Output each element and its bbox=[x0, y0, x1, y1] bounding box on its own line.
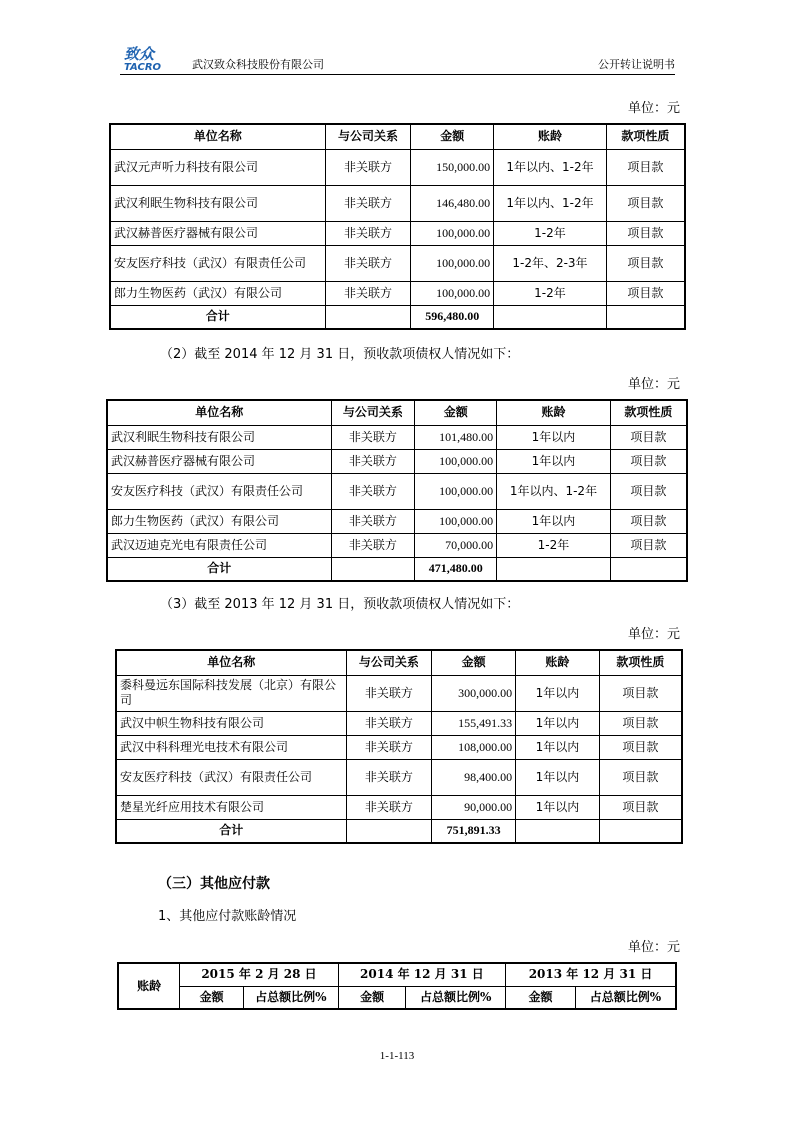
total-row bbox=[116, 819, 682, 843]
cell-nature: 项目款 bbox=[599, 675, 682, 711]
cell-relation: 非关联方 bbox=[325, 281, 411, 305]
total-label: 合计 bbox=[107, 557, 331, 581]
cell-name: 武汉赫普医疗器械有限公司 bbox=[110, 221, 325, 245]
col-header-nature: 款项性质 bbox=[606, 124, 685, 149]
receivables-table-2013 bbox=[115, 649, 683, 844]
paragraph-2013: （3）截至 2013 年 12 月 31 日，预收款项债权人情况如下： bbox=[160, 597, 520, 612]
cell-name: 武汉利眠生物科技有限公司 bbox=[107, 425, 331, 449]
unit-label: 单位：元 bbox=[628, 940, 681, 955]
cell-amount: 98,400.00 bbox=[432, 759, 516, 795]
cell-nature: 项目款 bbox=[599, 759, 682, 795]
other-payables-aging-table bbox=[117, 962, 677, 1010]
table-row bbox=[110, 149, 685, 185]
cell-nature: 项目款 bbox=[606, 149, 685, 185]
sub-title: 1、其他应付款账龄情况 bbox=[158, 909, 297, 924]
sub-header-amount: 金额 bbox=[506, 986, 576, 1009]
total-row bbox=[107, 557, 687, 581]
period-header-2015: 2015 年 2 月 28 日 bbox=[180, 963, 338, 986]
cell-age: 1年以内、1-2年 bbox=[494, 185, 607, 221]
unit-label: 单位：元 bbox=[628, 101, 681, 116]
total-amount: 596,480.00 bbox=[411, 305, 494, 329]
total-amount: 751,891.33 bbox=[432, 819, 516, 843]
period-header-2014: 2014 年 12 月 31 日 bbox=[338, 963, 505, 986]
cell-name: 郎力生物医药（武汉）有限公司 bbox=[110, 281, 325, 305]
total-amount: 471,480.00 bbox=[415, 557, 497, 581]
cell-relation: 非关联方 bbox=[346, 711, 432, 735]
total-label: 合计 bbox=[116, 819, 346, 843]
cell-relation: 非关联方 bbox=[331, 533, 415, 557]
empty-cell bbox=[497, 557, 611, 581]
cell-relation: 非关联方 bbox=[331, 449, 415, 473]
cell-age: 1-2年 bbox=[494, 221, 607, 245]
col-header-relation: 与公司关系 bbox=[346, 650, 432, 675]
cell-nature: 项目款 bbox=[606, 185, 685, 221]
table-row bbox=[107, 473, 687, 509]
col-header-amount: 金额 bbox=[411, 124, 494, 149]
col-header-age: 账龄 bbox=[516, 650, 600, 675]
cell-age: 1年以内 bbox=[516, 735, 600, 759]
col-header-nature: 款项性质 bbox=[599, 650, 682, 675]
receivables-table-2015 bbox=[109, 123, 686, 330]
page-header bbox=[120, 44, 675, 75]
cell-age: 1年以内 bbox=[516, 675, 600, 711]
sub-header-ratio: 占总额比例% bbox=[575, 986, 676, 1009]
cell-amount: 100,000.00 bbox=[411, 221, 494, 245]
cell-age: 1-2年、2-3年 bbox=[494, 245, 607, 281]
cell-amount: 100,000.00 bbox=[415, 509, 497, 533]
sub-header-ratio: 占总额比例% bbox=[406, 986, 506, 1009]
cell-name: 武汉迈迪克光电有限责任公司 bbox=[107, 533, 331, 557]
cell-age: 1年以内 bbox=[497, 449, 611, 473]
col-header-name: 单位名称 bbox=[116, 650, 346, 675]
cell-name: 楚星光纤应用技术有限公司 bbox=[116, 795, 346, 819]
cell-relation: 非关联方 bbox=[331, 473, 415, 509]
table-row bbox=[116, 711, 682, 735]
cell-amount: 300,000.00 bbox=[432, 675, 516, 711]
col-header-age: 账龄 bbox=[497, 400, 611, 425]
unit-label: 单位：元 bbox=[628, 627, 681, 642]
col-header-amount: 金额 bbox=[415, 400, 497, 425]
cell-nature: 项目款 bbox=[610, 533, 687, 557]
col-header-relation: 与公司关系 bbox=[325, 124, 411, 149]
table-row bbox=[110, 245, 685, 281]
table-row bbox=[107, 533, 687, 557]
cell-nature: 项目款 bbox=[606, 281, 685, 305]
cell-relation: 非关联方 bbox=[325, 245, 411, 281]
cell-relation: 非关联方 bbox=[346, 675, 432, 711]
table-row bbox=[116, 795, 682, 819]
cell-amount: 100,000.00 bbox=[411, 281, 494, 305]
cell-relation: 非关联方 bbox=[331, 425, 415, 449]
logo-cn: 致众 bbox=[124, 45, 155, 63]
period-header-2013: 2013 年 12 月 31 日 bbox=[506, 963, 676, 986]
col-header-amount: 金额 bbox=[432, 650, 516, 675]
empty-cell bbox=[346, 819, 432, 843]
cell-nature: 项目款 bbox=[610, 425, 687, 449]
cell-name: 安友医疗科技（武汉）有限责任公司 bbox=[107, 473, 331, 509]
table-row bbox=[110, 221, 685, 245]
empty-cell bbox=[606, 305, 685, 329]
cell-age: 1年以内 bbox=[497, 425, 611, 449]
cell-name: 武汉利眠生物科技有限公司 bbox=[110, 185, 325, 221]
cell-relation: 非关联方 bbox=[325, 149, 411, 185]
col-header-relation: 与公司关系 bbox=[331, 400, 415, 425]
cell-relation: 非关联方 bbox=[325, 185, 411, 221]
col-header-nature: 款项性质 bbox=[610, 400, 687, 425]
section-title: （三）其他应付款 bbox=[158, 876, 270, 892]
cell-age: 1-2年 bbox=[494, 281, 607, 305]
empty-cell bbox=[494, 305, 607, 329]
empty-cell bbox=[331, 557, 415, 581]
receivables-table-2014 bbox=[106, 399, 688, 582]
cell-nature: 项目款 bbox=[599, 795, 682, 819]
cell-nature: 项目款 bbox=[606, 245, 685, 281]
col-header-aging: 账龄 bbox=[118, 963, 180, 1009]
table-row bbox=[107, 425, 687, 449]
cell-amount: 150,000.00 bbox=[411, 149, 494, 185]
cell-amount: 100,000.00 bbox=[411, 245, 494, 281]
cell-nature: 项目款 bbox=[599, 735, 682, 759]
page-number: 1-1-113 bbox=[379, 1050, 415, 1062]
sub-header-ratio: 占总额比例% bbox=[244, 986, 339, 1009]
total-row bbox=[110, 305, 685, 329]
company-name: 武汉致众科技股份有限公司 bbox=[192, 58, 324, 71]
cell-age: 1年以内 bbox=[497, 509, 611, 533]
cell-name: 武汉中科科理光电技术有限公司 bbox=[116, 735, 346, 759]
sub-header-amount: 金额 bbox=[338, 986, 406, 1009]
table-row bbox=[116, 735, 682, 759]
cell-name: 武汉元声听力科技有限公司 bbox=[110, 149, 325, 185]
company-logo bbox=[120, 44, 184, 72]
cell-amount: 100,000.00 bbox=[415, 449, 497, 473]
cell-name: 郎力生物医药（武汉）有限公司 bbox=[107, 509, 331, 533]
cell-name: 武汉赫普医疗器械有限公司 bbox=[107, 449, 331, 473]
cell-amount: 101,480.00 bbox=[415, 425, 497, 449]
sub-header-amount: 金额 bbox=[180, 986, 244, 1009]
cell-name: 安友医疗科技（武汉）有限责任公司 bbox=[116, 759, 346, 795]
cell-name: 黍科曼远东国际科技发展（北京）有限公司 bbox=[116, 675, 346, 711]
unit-label: 单位：元 bbox=[628, 377, 681, 392]
table-row bbox=[110, 281, 685, 305]
cell-age: 1-2年 bbox=[497, 533, 611, 557]
logo-en: TACRO bbox=[124, 62, 162, 72]
cell-age: 1年以内 bbox=[516, 759, 600, 795]
cell-age: 1年以内 bbox=[516, 795, 600, 819]
cell-relation: 非关联方 bbox=[346, 795, 432, 819]
document-title: 公开转让说明书 bbox=[598, 58, 675, 71]
cell-amount: 146,480.00 bbox=[411, 185, 494, 221]
empty-cell bbox=[599, 819, 682, 843]
cell-amount: 108,000.00 bbox=[432, 735, 516, 759]
col-header-name: 单位名称 bbox=[107, 400, 331, 425]
col-header-name: 单位名称 bbox=[110, 124, 325, 149]
cell-age: 1年以内 bbox=[516, 711, 600, 735]
cell-amount: 100,000.00 bbox=[415, 473, 497, 509]
cell-name: 武汉中帜生物科技有限公司 bbox=[116, 711, 346, 735]
cell-relation: 非关联方 bbox=[346, 759, 432, 795]
table-row bbox=[107, 449, 687, 473]
cell-nature: 项目款 bbox=[610, 509, 687, 533]
empty-cell bbox=[325, 305, 411, 329]
cell-nature: 项目款 bbox=[599, 711, 682, 735]
cell-nature: 项目款 bbox=[606, 221, 685, 245]
cell-relation: 非关联方 bbox=[325, 221, 411, 245]
empty-cell bbox=[610, 557, 687, 581]
paragraph-2014: （2）截至 2014 年 12 月 31 日，预收款项债权人情况如下： bbox=[160, 347, 520, 362]
cell-age: 1年以内、1-2年 bbox=[494, 149, 607, 185]
total-label: 合计 bbox=[110, 305, 325, 329]
cell-relation: 非关联方 bbox=[331, 509, 415, 533]
cell-nature: 项目款 bbox=[610, 449, 687, 473]
table-row bbox=[116, 675, 682, 711]
cell-amount: 155,491.33 bbox=[432, 711, 516, 735]
cell-relation: 非关联方 bbox=[346, 735, 432, 759]
cell-amount: 70,000.00 bbox=[415, 533, 497, 557]
table-row bbox=[116, 759, 682, 795]
col-header-age: 账龄 bbox=[494, 124, 607, 149]
empty-cell bbox=[516, 819, 600, 843]
table-row bbox=[110, 185, 685, 221]
cell-name: 安友医疗科技（武汉）有限责任公司 bbox=[110, 245, 325, 281]
table-row bbox=[107, 509, 687, 533]
cell-amount: 90,000.00 bbox=[432, 795, 516, 819]
cell-nature: 项目款 bbox=[610, 473, 687, 509]
cell-age: 1年以内、1-2年 bbox=[497, 473, 611, 509]
